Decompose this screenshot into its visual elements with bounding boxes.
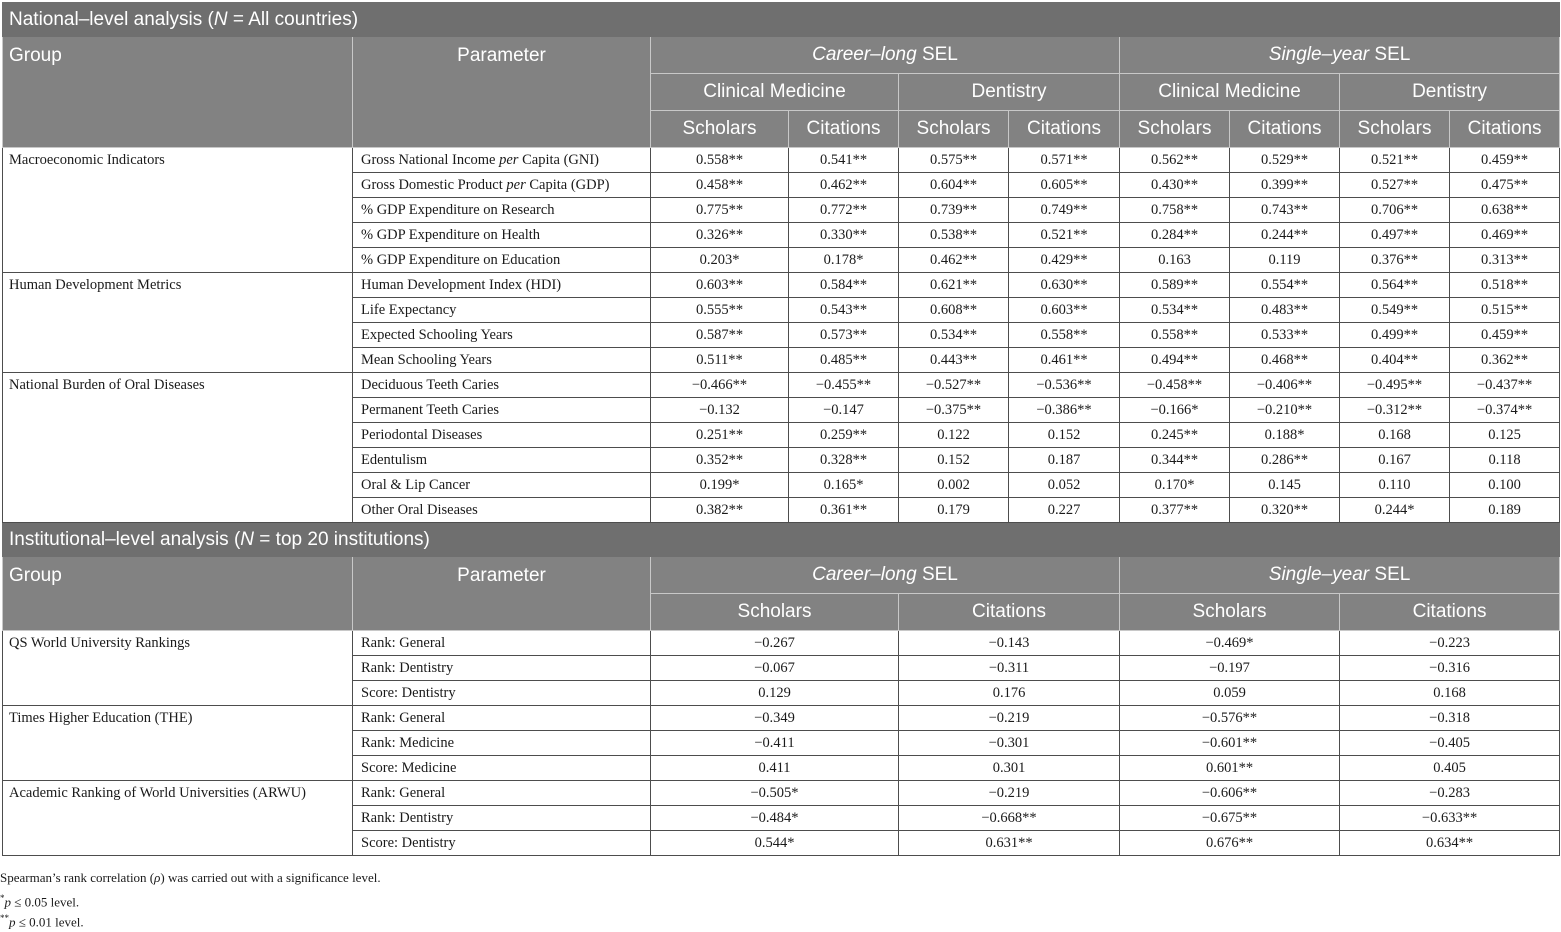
- value-cell: 0.603**: [1009, 298, 1120, 323]
- value-cell: −0.197: [1120, 656, 1340, 681]
- parameter-text: Deciduous Teeth Caries: [361, 376, 500, 393]
- value-cell: 0.604**: [899, 173, 1009, 198]
- scholars-header: Scholars: [1340, 111, 1450, 148]
- parameter-column-header: Parameter: [353, 557, 651, 631]
- parameter-text: Capita (GDP): [525, 176, 610, 193]
- value-cell: 0.638**: [1450, 198, 1560, 223]
- parameter-cell: [353, 223, 651, 248]
- value-cell: 0.352**: [651, 448, 789, 473]
- value-cell: 0.621**: [899, 273, 1009, 298]
- career-clinical-medicine-header: Clinical Medicine: [651, 74, 899, 111]
- value-cell: 0.244**: [1230, 223, 1340, 248]
- parameter-cell: Score: Medicine: [353, 756, 651, 781]
- value-cell: −0.147: [789, 398, 899, 423]
- value-cell: 0.362**: [1450, 348, 1560, 373]
- parameter-cell: [353, 423, 651, 448]
- value-cell: 0.129: [651, 681, 899, 706]
- value-cell: 0.328**: [789, 448, 899, 473]
- value-cell: 0.575**: [899, 148, 1009, 173]
- value-cell: −0.386**: [1009, 398, 1120, 423]
- value-cell: −0.606**: [1120, 781, 1340, 806]
- value-cell: 0.538**: [899, 223, 1009, 248]
- value-cell: 0.529**: [1230, 148, 1340, 173]
- value-cell: 0.534**: [899, 323, 1009, 348]
- scholars-header: Scholars: [1120, 111, 1230, 148]
- value-cell: 0.521**: [1340, 148, 1450, 173]
- footnote-p005: *p ≤ 0.05 level.: [0, 893, 80, 910]
- value-cell: 0.118: [1450, 448, 1560, 473]
- national-title: National–level analysis (N = All countries): [3, 3, 1560, 37]
- group-cell: National Burden of Oral Diseases: [3, 373, 353, 523]
- value-cell: 0.411: [651, 756, 899, 781]
- value-cell: −0.267: [651, 631, 899, 656]
- parameter-cell: [353, 398, 651, 423]
- parameter-text: Expected Schooling Years: [361, 326, 513, 343]
- value-cell: 0.203*: [651, 248, 789, 273]
- value-cell: 0.326**: [651, 223, 789, 248]
- value-cell: 0.587**: [651, 323, 789, 348]
- value-cell: 0.152: [899, 448, 1009, 473]
- value-cell: −0.312**: [1340, 398, 1450, 423]
- parameter-cell: Rank: General: [353, 631, 651, 656]
- value-cell: 0.468**: [1230, 348, 1340, 373]
- value-cell: 0.497**: [1340, 223, 1450, 248]
- value-cell: 0.399**: [1230, 173, 1340, 198]
- value-cell: 0.485**: [789, 348, 899, 373]
- value-cell: −0.349: [651, 706, 899, 731]
- value-cell: 0.405: [1340, 756, 1560, 781]
- value-cell: −0.301: [899, 731, 1120, 756]
- value-cell: 0.555**: [651, 298, 789, 323]
- group-column-header: Group: [3, 37, 353, 148]
- value-cell: 0.518**: [1450, 273, 1560, 298]
- value-cell: 0.059: [1120, 681, 1340, 706]
- value-cell: 0.286**: [1230, 448, 1340, 473]
- citations-header: Citations: [899, 594, 1120, 631]
- value-cell: 0.227: [1009, 498, 1120, 523]
- footnotes: [0, 868, 381, 928]
- parameter-cell: [353, 148, 651, 173]
- national-section-header: [3, 3, 1560, 37]
- value-cell: 0.361**: [789, 498, 899, 523]
- value-cell: 0.404**: [1340, 348, 1450, 373]
- value-cell: 0.165*: [789, 473, 899, 498]
- value-cell: 0.251**: [651, 423, 789, 448]
- value-cell: 0.601**: [1120, 756, 1340, 781]
- value-cell: 0.176: [899, 681, 1120, 706]
- parameter-cell: [353, 273, 651, 298]
- table-row: [3, 273, 1560, 298]
- career-dentistry-header: Dentistry: [899, 74, 1120, 111]
- value-cell: −0.132: [651, 398, 789, 423]
- parameter-text: Capita (GNI): [518, 151, 599, 168]
- value-cell: 0.110: [1340, 473, 1450, 498]
- value-cell: 0.168: [1340, 681, 1560, 706]
- value-cell: −0.469*: [1120, 631, 1340, 656]
- value-cell: −0.223: [1340, 631, 1560, 656]
- value-cell: 0.301: [899, 756, 1120, 781]
- single-clinical-medicine-header: Clinical Medicine: [1120, 74, 1340, 111]
- value-cell: 0.461**: [1009, 348, 1120, 373]
- value-cell: 0.320**: [1230, 498, 1340, 523]
- value-cell: 0.608**: [899, 298, 1009, 323]
- parameter-cell: [353, 448, 651, 473]
- value-cell: 0.168: [1340, 423, 1450, 448]
- group-column-header: Group: [3, 557, 353, 631]
- citations-header: Citations: [1009, 111, 1120, 148]
- value-cell: 0.052: [1009, 473, 1120, 498]
- parameter-text: Mean Schooling Years: [361, 351, 492, 368]
- value-cell: −0.668**: [899, 806, 1120, 831]
- value-cell: 0.603**: [651, 273, 789, 298]
- parameter-text: % GDP Expenditure on Health: [361, 226, 541, 243]
- parameter-cell: [353, 298, 651, 323]
- table-row: [3, 631, 1560, 656]
- value-cell: 0.589**: [1120, 273, 1230, 298]
- value-cell: 0.125: [1450, 423, 1560, 448]
- value-cell: 0.676**: [1120, 831, 1340, 856]
- national-header-row-1: [3, 37, 1560, 74]
- citations-header: Citations: [1230, 111, 1340, 148]
- value-cell: 0.634**: [1340, 831, 1560, 856]
- institutional-body: [3, 631, 1560, 856]
- value-cell: 0.758**: [1120, 198, 1230, 223]
- footnote-spearman: Spearman’s rank correlation (ρ) was carried out with a significance level.: [0, 870, 381, 885]
- value-cell: 0.170*: [1120, 473, 1230, 498]
- value-cell: −0.411: [651, 731, 899, 756]
- value-cell: −0.536**: [1009, 373, 1120, 398]
- value-cell: −0.406**: [1230, 373, 1340, 398]
- group-cell: Macroeconomic Indicators: [3, 148, 353, 273]
- value-cell: −0.375**: [899, 398, 1009, 423]
- parameter-cell: Rank: Dentistry: [353, 656, 651, 681]
- value-cell: 0.558**: [1120, 323, 1230, 348]
- parameter-cell: Rank: General: [353, 706, 651, 731]
- value-cell: 0.630**: [1009, 273, 1120, 298]
- value-cell: −0.675**: [1120, 806, 1340, 831]
- value-cell: −0.318: [1340, 706, 1560, 731]
- parameter-text: Gross Domestic Product: [361, 176, 507, 193]
- value-cell: 0.475**: [1450, 173, 1560, 198]
- citations-header: Citations: [789, 111, 899, 148]
- value-cell: 0.772**: [789, 198, 899, 223]
- value-cell: 0.739**: [899, 198, 1009, 223]
- value-cell: 0.244*: [1340, 498, 1450, 523]
- career-long-sel-header: Career–long SEL: [651, 557, 1120, 594]
- citations-header: Citations: [1340, 594, 1560, 631]
- group-cell: Academic Ranking of World Universities (ARWU): [3, 781, 353, 856]
- institutional-section-header: [3, 523, 1560, 557]
- value-cell: 0.100: [1450, 473, 1560, 498]
- value-cell: 0.564**: [1340, 273, 1450, 298]
- scholars-header: Scholars: [651, 111, 789, 148]
- value-cell: −0.505*: [651, 781, 899, 806]
- value-cell: 0.145: [1230, 473, 1340, 498]
- scholars-header: Scholars: [1120, 594, 1340, 631]
- value-cell: 0.284**: [1120, 223, 1230, 248]
- value-cell: 0.187: [1009, 448, 1120, 473]
- value-cell: 0.443**: [899, 348, 1009, 373]
- value-cell: 0.152: [1009, 423, 1120, 448]
- value-cell: −0.437**: [1450, 373, 1560, 398]
- value-cell: −0.601**: [1120, 731, 1340, 756]
- value-cell: −0.311: [899, 656, 1120, 681]
- parameter-cell: [353, 473, 651, 498]
- parameter-cell: [353, 248, 651, 273]
- correlation-table-container: [2, 2, 1559, 856]
- value-cell: 0.458**: [651, 173, 789, 198]
- value-cell: 0.462**: [789, 173, 899, 198]
- value-cell: 0.459**: [1450, 148, 1560, 173]
- value-cell: 0.178*: [789, 248, 899, 273]
- parameter-text: Life Expectancy: [361, 301, 457, 318]
- value-cell: 0.163: [1120, 248, 1230, 273]
- group-cell: QS World University Rankings: [3, 631, 353, 706]
- value-cell: 0.122: [899, 423, 1009, 448]
- table-row: [3, 781, 1560, 806]
- value-cell: 0.775**: [651, 198, 789, 223]
- value-cell: 0.511**: [651, 348, 789, 373]
- value-cell: −0.466**: [651, 373, 789, 398]
- institutional-header-row-1: [3, 557, 1560, 594]
- value-cell: 0.494**: [1120, 348, 1230, 373]
- single-dentistry-header: Dentistry: [1340, 74, 1560, 111]
- value-cell: 0.534**: [1120, 298, 1230, 323]
- value-cell: 0.541**: [789, 148, 899, 173]
- value-cell: 0.002: [899, 473, 1009, 498]
- scholars-header: Scholars: [899, 111, 1009, 148]
- value-cell: 0.562**: [1120, 148, 1230, 173]
- national-body: [3, 148, 1560, 523]
- single-year-sel-header: Single–year SEL: [1120, 557, 1560, 594]
- value-cell: −0.455**: [789, 373, 899, 398]
- parameter-text: Human Development Index (HDI): [361, 276, 562, 293]
- value-cell: 0.544*: [651, 831, 899, 856]
- parameter-column-header: Parameter: [353, 37, 651, 148]
- value-cell: 0.259**: [789, 423, 899, 448]
- parameter-text: Edentulism: [361, 451, 428, 468]
- value-cell: 0.549**: [1340, 298, 1450, 323]
- parameter-cell: Score: Dentistry: [353, 831, 651, 856]
- value-cell: −0.527**: [899, 373, 1009, 398]
- value-cell: 0.188*: [1230, 423, 1340, 448]
- value-cell: −0.405: [1340, 731, 1560, 756]
- value-cell: −0.219: [899, 706, 1120, 731]
- value-cell: 0.199*: [651, 473, 789, 498]
- value-cell: 0.469**: [1450, 223, 1560, 248]
- value-cell: −0.484*: [651, 806, 899, 831]
- value-cell: 0.558**: [651, 148, 789, 173]
- value-cell: 0.429**: [1009, 248, 1120, 273]
- value-cell: 0.515**: [1450, 298, 1560, 323]
- value-cell: 0.189: [1450, 498, 1560, 523]
- value-cell: 0.459**: [1450, 323, 1560, 348]
- parameter-cell: [353, 198, 651, 223]
- value-cell: −0.633**: [1340, 806, 1560, 831]
- value-cell: 0.330**: [789, 223, 899, 248]
- value-cell: −0.219: [899, 781, 1120, 806]
- value-cell: 0.119: [1230, 248, 1340, 273]
- parameter-emphasis: per: [506, 176, 526, 193]
- institutional-title: Institutional–level analysis (N = top 20 institutions): [3, 523, 1560, 557]
- value-cell: 0.377**: [1120, 498, 1230, 523]
- footnote-p001: **p ≤ 0.01 level.: [0, 913, 84, 930]
- parameter-text: Permanent Teeth Caries: [361, 401, 500, 418]
- parameter-cell: [353, 498, 651, 523]
- value-cell: 0.430**: [1120, 173, 1230, 198]
- value-cell: 0.543**: [789, 298, 899, 323]
- value-cell: 0.382**: [651, 498, 789, 523]
- parameter-cell: [353, 173, 651, 198]
- parameter-text: Oral & Lip Cancer: [361, 476, 471, 493]
- value-cell: 0.605**: [1009, 173, 1120, 198]
- value-cell: 0.631**: [899, 831, 1120, 856]
- value-cell: 0.167: [1340, 448, 1450, 473]
- value-cell: −0.067: [651, 656, 899, 681]
- parameter-text: % GDP Expenditure on Research: [361, 201, 555, 218]
- value-cell: −0.210**: [1230, 398, 1340, 423]
- parameter-text: Other Oral Diseases: [361, 501, 478, 518]
- value-cell: 0.462**: [899, 248, 1009, 273]
- value-cell: −0.143: [899, 631, 1120, 656]
- parameter-cell: [353, 348, 651, 373]
- parameter-cell: [353, 323, 651, 348]
- parameter-cell: Rank: Dentistry: [353, 806, 651, 831]
- value-cell: 0.527**: [1340, 173, 1450, 198]
- value-cell: 0.706**: [1340, 198, 1450, 223]
- value-cell: 0.558**: [1009, 323, 1120, 348]
- parameter-cell: Rank: General: [353, 781, 651, 806]
- table-row: [3, 373, 1560, 398]
- value-cell: −0.495**: [1340, 373, 1450, 398]
- value-cell: 0.344**: [1120, 448, 1230, 473]
- value-cell: 0.245**: [1120, 423, 1230, 448]
- parameter-text: % GDP Expenditure on Education: [361, 251, 561, 268]
- parameter-cell: [353, 373, 651, 398]
- value-cell: 0.571**: [1009, 148, 1120, 173]
- value-cell: −0.316: [1340, 656, 1560, 681]
- value-cell: −0.166*: [1120, 398, 1230, 423]
- value-cell: 0.749**: [1009, 198, 1120, 223]
- parameter-cell: Score: Dentistry: [353, 681, 651, 706]
- value-cell: −0.576**: [1120, 706, 1340, 731]
- career-long-sel-header: Career–long SEL: [651, 37, 1120, 74]
- parameter-text: Periodontal Diseases: [361, 426, 483, 443]
- value-cell: 0.483**: [1230, 298, 1340, 323]
- parameter-emphasis: per: [499, 151, 519, 168]
- parameter-cell: Rank: Medicine: [353, 731, 651, 756]
- table-row: [3, 148, 1560, 173]
- group-cell: Human Development Metrics: [3, 273, 353, 373]
- value-cell: 0.584**: [789, 273, 899, 298]
- value-cell: 0.179: [899, 498, 1009, 523]
- parameter-text: Gross National Income: [361, 151, 500, 168]
- group-cell: Times Higher Education (THE): [3, 706, 353, 781]
- correlation-table: [2, 2, 1560, 856]
- value-cell: 0.554**: [1230, 273, 1340, 298]
- value-cell: 0.313**: [1450, 248, 1560, 273]
- table-row: [3, 706, 1560, 731]
- value-cell: −0.283: [1340, 781, 1560, 806]
- value-cell: −0.374**: [1450, 398, 1560, 423]
- value-cell: 0.743**: [1230, 198, 1340, 223]
- value-cell: 0.376**: [1340, 248, 1450, 273]
- value-cell: −0.458**: [1120, 373, 1230, 398]
- value-cell: 0.533**: [1230, 323, 1340, 348]
- value-cell: 0.521**: [1009, 223, 1120, 248]
- value-cell: 0.573**: [789, 323, 899, 348]
- value-cell: 0.499**: [1340, 323, 1450, 348]
- scholars-header: Scholars: [651, 594, 899, 631]
- citations-header: Citations: [1450, 111, 1560, 148]
- single-year-sel-header: Single–year SEL: [1120, 37, 1560, 74]
